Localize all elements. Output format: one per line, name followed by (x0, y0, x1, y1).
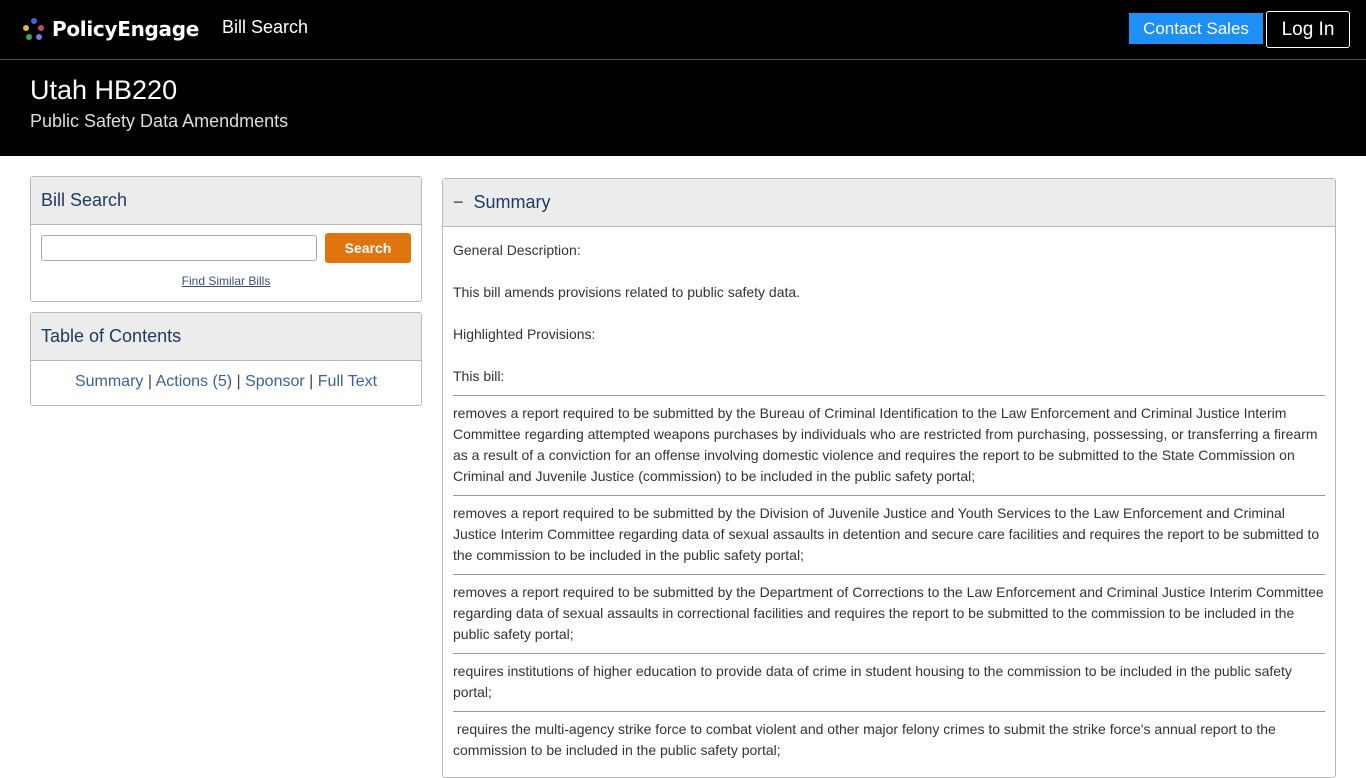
toc-link-sponsor[interactable]: Sponsor (245, 373, 305, 390)
provision-item: requires institutions of higher education to provide data of crime in student housing to the commission to be included in the public safety portal; (453, 653, 1325, 711)
bill-subtitle: Public Safety Data Amendments (30, 111, 289, 131)
search-button[interactable]: Search (325, 233, 411, 263)
brand-name: PolicyEngage (52, 17, 199, 41)
summary-heading: Summary (473, 192, 551, 212)
this-bill-label: This bill: (453, 368, 505, 384)
general-description-label: General Description: (453, 242, 581, 258)
top-navigation (0, 0, 1366, 60)
provision-item: removes a report required to be submitted by the Department of Corrections to the Law Enforcement and Criminal Justice Interim Committee regarding data of sexual assaults in correctional facilities and requires the report to be submitted to the commission to be included in the public safety portal; (453, 574, 1325, 653)
bill-search-panel (30, 176, 422, 302)
bill-header (0, 60, 1366, 156)
bill-title: Utah HB220 (30, 75, 178, 105)
highlighted-provisions-label: Highlighted Provisions: (453, 326, 596, 342)
find-similar-bills-link[interactable]: Find Similar Bills (181, 274, 271, 288)
toc-links (31, 361, 421, 391)
toc-link-actions[interactable]: Actions (5) (155, 373, 233, 390)
summary-heading-toggle[interactable] (443, 179, 1335, 227)
toc-separator: | (309, 373, 314, 390)
table-of-contents-panel (30, 312, 422, 406)
toc-heading: Table of Contents (31, 313, 421, 361)
provision-item: removes a report required to be submitted by the Division of Juvenile Justice and Youth Services to the Law Enforcement and Criminal Justice Interim Committee regarding data of sexual assaults in detention and secure care facilities and requires the report to be submitted to the commission to be included in the public safety portal; (453, 495, 1325, 574)
provision-item: requires the multi-agency strike force to combat violent and other major felony crimes to submit the strike force's annual report to the commission to be included in the public safety portal; (453, 711, 1325, 769)
summary-panel (442, 178, 1336, 778)
nav-bill-search-link[interactable]: Bill Search (222, 17, 309, 37)
bill-search-input[interactable] (41, 235, 317, 261)
general-description-text: This bill amends provisions related to public safety data. (453, 284, 801, 300)
log-in-button[interactable]: Log In (1266, 11, 1350, 48)
toc-separator: | (147, 373, 153, 390)
collapse-minus-icon[interactable]: − (453, 192, 464, 212)
policyengage-logo-icon (22, 17, 46, 41)
contact-sales-button[interactable]: Contact Sales (1129, 13, 1263, 44)
toc-separator: | (236, 373, 241, 390)
brand-logo-link[interactable] (22, 15, 199, 43)
bill-search-heading: Bill Search (31, 177, 421, 225)
summary-body (443, 240, 1335, 769)
toc-link-full-text[interactable]: Full Text (317, 373, 378, 390)
toc-link-summary[interactable]: Summary (74, 373, 144, 390)
provisions-list (453, 395, 1325, 769)
provision-item: removes a report required to be submitted by the Bureau of Criminal Identification to the Law Enforcement and Criminal Justice Interim Committee regarding attempted weapons purchases by individuals who are restricted from purchasing, possessing, or transferring a firearm as a result of a conviction for an offense involving domestic violence and requires the report to be submitted to the State Commission on Criminal and Juvenile Justice (commission) to be included in the public safety portal; (453, 395, 1325, 495)
